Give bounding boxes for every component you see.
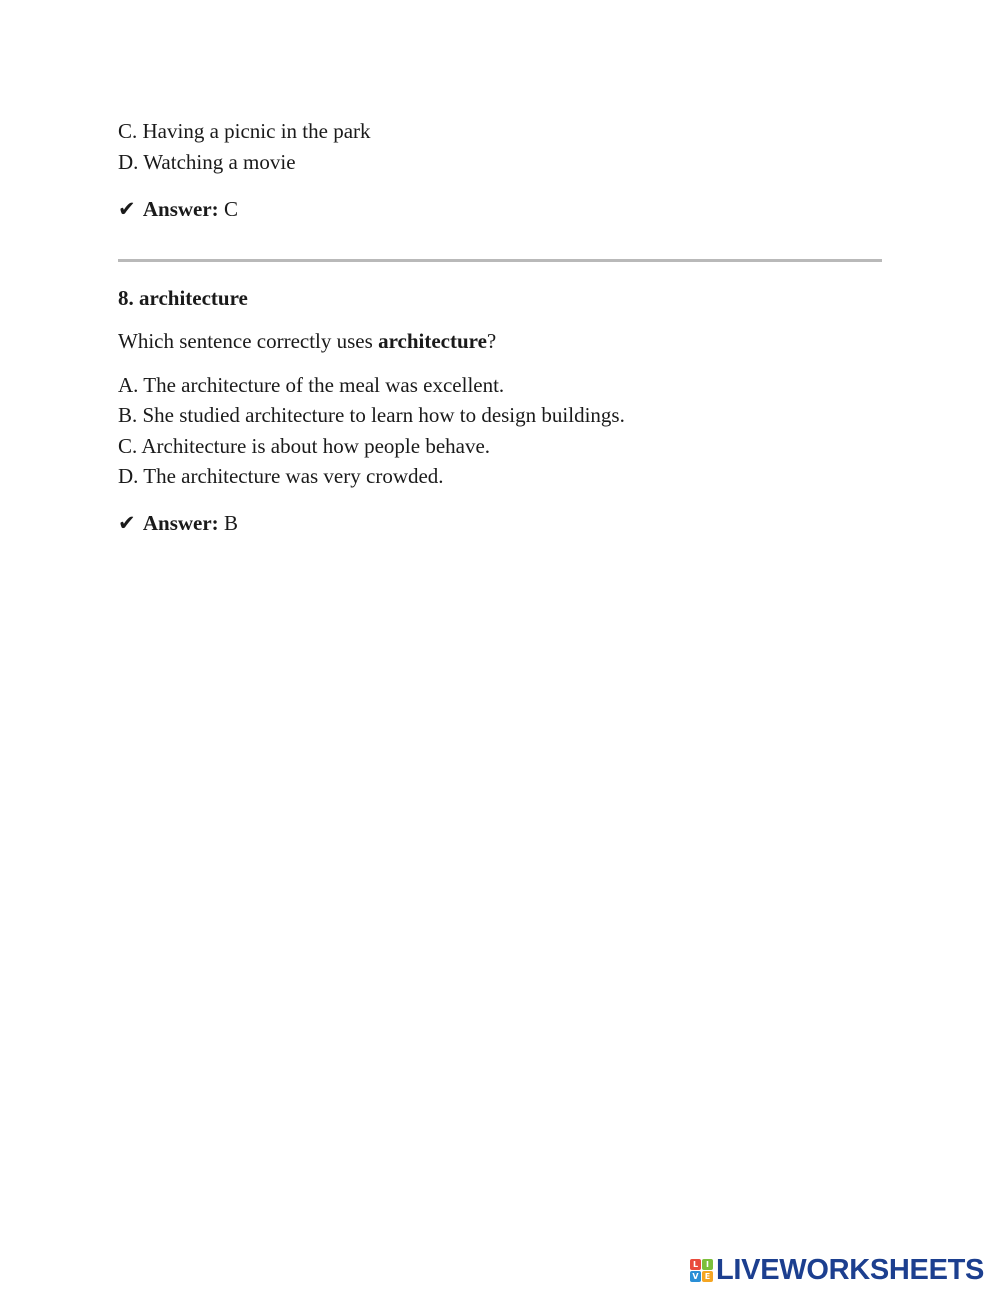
option-c: C. Architecture is about how people behave.: [118, 434, 491, 458]
previous-option-c: C. Having a picnic in the park: [118, 119, 371, 143]
previous-option-d: D. Watching a movie: [118, 150, 296, 174]
logo-text: LIVEWORKSHEETS: [716, 1254, 985, 1286]
answer-label: Answer:: [142, 197, 219, 221]
option-a: A. The architecture of the meal was excellent.: [118, 373, 505, 397]
logo-tile: L: [690, 1259, 701, 1270]
option-d: D. The architecture was very crowded.: [118, 464, 444, 488]
logo-tile: E: [702, 1271, 713, 1282]
option-b: B. She studied architecture to learn how to design buildings.: [118, 403, 625, 427]
section-divider: [118, 259, 882, 262]
previous-answer: [118, 196, 238, 222]
logo-tile: V: [690, 1271, 701, 1282]
answer-label: Answer:: [142, 511, 219, 535]
question-title: 8. architecture: [118, 286, 248, 310]
question-prompt: [118, 328, 496, 354]
checkmark-icon: ✔: [118, 511, 136, 535]
prompt-keyword: architecture: [378, 329, 487, 353]
logo-tiles-icon: [690, 1259, 713, 1282]
prompt-text: Which sentence correctly uses: [118, 329, 379, 353]
logo-tile: I: [702, 1259, 713, 1270]
liveworksheets-logo[interactable]: [690, 1253, 984, 1287]
answer-value: C: [218, 197, 238, 221]
checkmark-icon: ✔: [118, 197, 136, 221]
question-answer: [118, 510, 238, 536]
prompt-end: ?: [486, 329, 497, 353]
answer-value: B: [218, 511, 238, 535]
